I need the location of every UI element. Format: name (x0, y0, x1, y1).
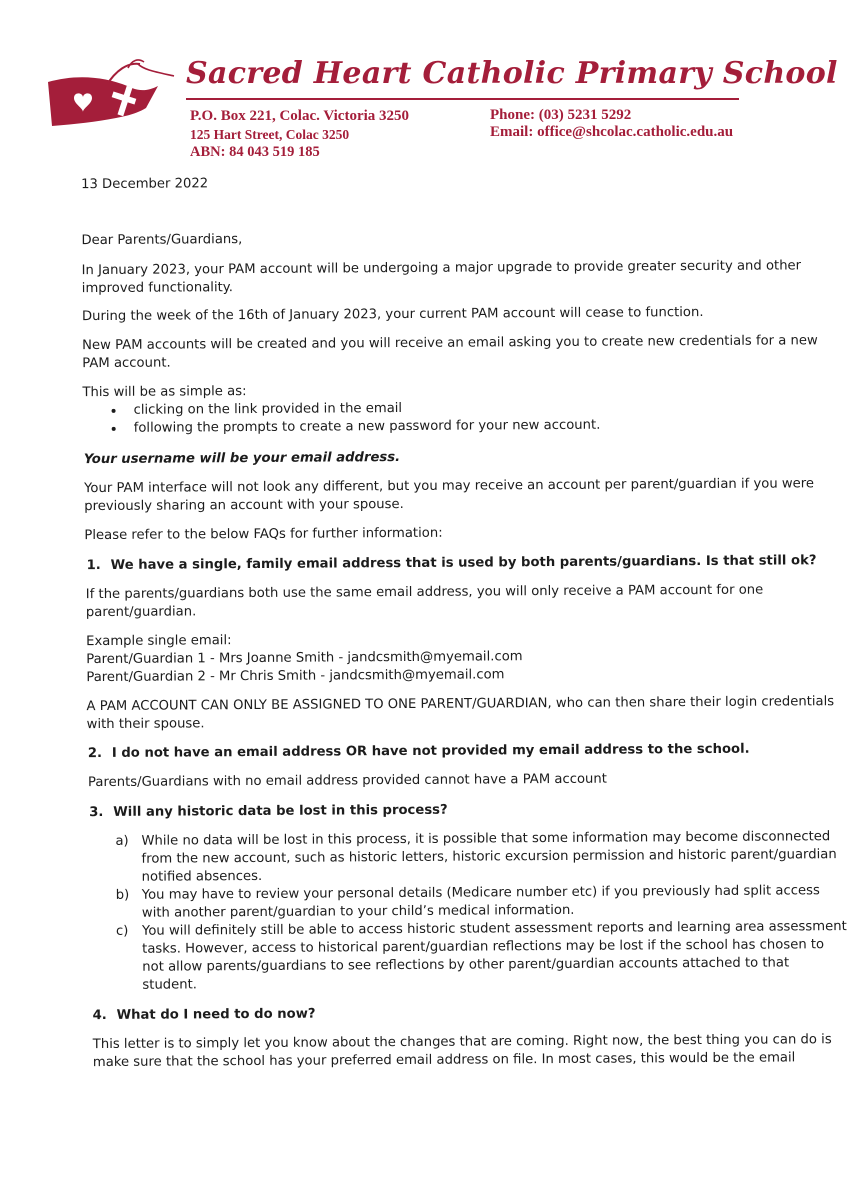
new-accounts-paragraph-line: PAM account. (82, 355, 171, 372)
list-item-line: from the new account, such as historic letters, historic excursion permission and historic parent/guardian (141, 847, 837, 867)
salutation: Dear Parents/Guardians, (81, 232, 243, 249)
faq-number: 4. (92, 1007, 107, 1024)
school-name: Sacred Heart Catholic Primary School (186, 56, 838, 91)
step-item: clicking on the link provided in the email (133, 401, 403, 418)
faq-answer-line: parent/guardian. (85, 604, 197, 621)
faq-question: Will any historic data be lost in this process? (113, 802, 448, 820)
list-item-line: with another parent/guardian to your child’s medical information. (141, 902, 575, 921)
faq-number: 2. (87, 745, 103, 762)
list-marker: c) (115, 923, 129, 939)
faq-number: 3. (89, 804, 104, 821)
faq-answer-line: Parents/Guardians with no email address provided cannot have a PAM account (87, 771, 607, 791)
faq-intro: Please refer to the below FAQs for further information: (84, 525, 443, 544)
list-item-line: You will definitely still be able to access historic student assessment reports and learning area assessment (141, 919, 847, 939)
faq-question: I do not have an email address OR have not provided my email address to the school. (111, 741, 750, 761)
abn-number: ABN: 84 043 519 185 (190, 144, 320, 160)
list-item-line: tasks. However, access to historical parent/guardian reflections may be lost if the school has chosen to (142, 937, 825, 957)
phone-number: Phone: (03) 5231 5292 (490, 107, 632, 123)
faq-number: 1. (86, 558, 101, 574)
list-marker: a) (115, 833, 129, 849)
list-item-line: You may have to review your personal details (Medicare number etc) if you previously had split access (141, 883, 820, 903)
list-item-line: While no data will be lost in this process, it is possible that some information may become disconnected (141, 829, 831, 849)
new-accounts-paragraph-line: New PAM accounts will be created and you will receive an email asking you to create new credentials for a new (82, 333, 818, 354)
bullet-icon (112, 409, 116, 413)
list-item-line: student. (142, 977, 198, 993)
intro-paragraph-line: In January 2023, your PAM account will be undergoing a major upgrade to provide greater security and other (81, 258, 802, 279)
account-note-line: with their spouse. (86, 716, 205, 733)
letter-date: 13 December 2022 (81, 176, 209, 193)
po-box-address: P.O. Box 221, Colac. Victoria 3250 (190, 108, 410, 124)
interface-paragraph-line: Your PAM interface will not look any different, but you may receive an account per parent/guardian if you were (84, 476, 815, 497)
street-address: 125 Hart Street, Colac 3250 (190, 127, 350, 142)
example-line: Parent/Guardian 1 - Mrs Joanne Smith - jandcsmith@myemail.com (86, 649, 523, 668)
list-item-line: notified absences. (141, 868, 263, 885)
faq-question: What do I need to do now? (116, 1006, 316, 1023)
faq-answer-line: make sure that the school has your preferred email address on file. In most cases, this would be the email (92, 1050, 796, 1071)
faq-answer-line: If the parents/guardians both use the same email address, you will only receive a PAM account for one (85, 582, 764, 603)
faq-question: We have a single, family email address that is used by both parents/guardians. Is that still ok? (110, 553, 817, 573)
intro-paragraph-line: improved functionality. (81, 280, 233, 297)
example-line: Parent/Guardian 2 - Mr Chris Smith - jandcsmith@myemail.com (86, 667, 505, 686)
email-address: Email: office@shcolac.catholic.edu.au (490, 124, 734, 140)
account-note-line: A PAM ACCOUNT CAN ONLY BE ASSIGNED TO ONE PARENT/GUARDIAN, who can then share their login credentials (86, 694, 835, 715)
steps-intro: This will be as simple as: (82, 384, 247, 401)
interface-paragraph-line: previously sharing an account with your spouse. (84, 496, 404, 515)
faq-answer-line: This letter is to simply let you know about the changes that are coming. Right now, the best thing you can do is (92, 1032, 832, 1053)
cease-function-paragraph: During the week of the 16th of January 2023, your current PAM account will cease to function. (81, 305, 704, 325)
example-heading: Example single email: (86, 633, 232, 650)
list-marker: b) (115, 887, 130, 903)
bullet-icon (112, 427, 116, 431)
username-note: Your username will be your email address. (83, 450, 401, 468)
step-item: following the prompts to create a new password for your new account. (133, 417, 601, 436)
list-item-line: not allow parents/guardians to see reflections by other parent/guardian accounts attached to that (142, 955, 790, 975)
